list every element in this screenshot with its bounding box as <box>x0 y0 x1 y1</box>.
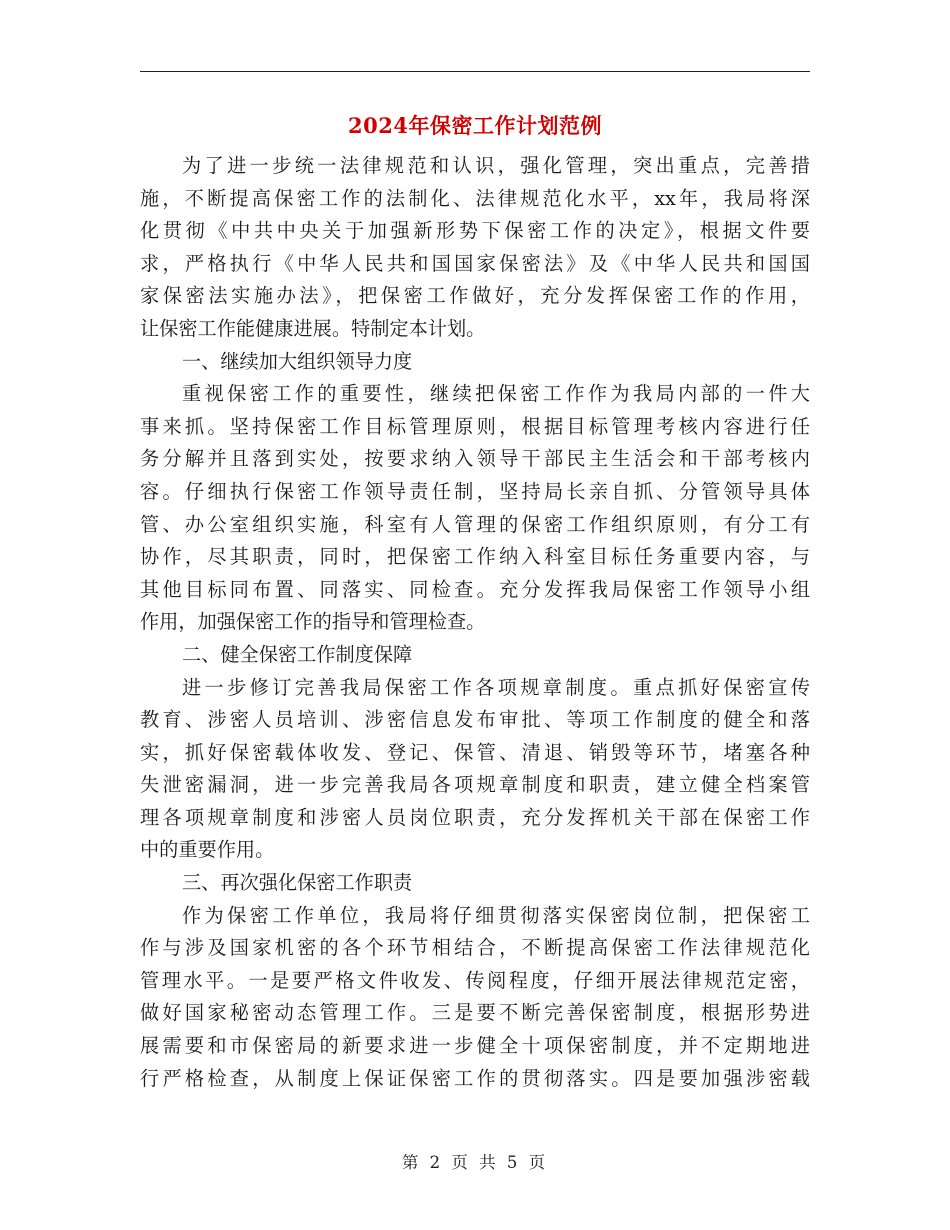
text-line: 中的重要作用。 <box>140 838 275 862</box>
document-title: 2024年保密工作计划范例 <box>348 113 602 138</box>
text-line: 理各项规章制度和涉密人员岗位职责，充分发挥机关干部在保密工作 <box>140 805 810 829</box>
section-heading: 二、健全保密工作制度保障 <box>182 642 413 666</box>
section-heading: 三、再次强化保密工作职责 <box>182 871 413 895</box>
text-line: 教育、涉密人员培训、涉密信息发布审批、等项工作制度的健全和落 <box>140 708 810 732</box>
text-line: 家保密法实施办法》，把保密工作做好，充分发挥保密工作的作用， <box>140 284 810 308</box>
text-line: 事来抓。坚持保密工作目标管理原则，根据目标管理考核内容进行任 <box>140 414 810 438</box>
text-line: 实，抓好保密载体收发、登记、保管、清退、销毁等环节，堵塞各种 <box>140 740 810 764</box>
page-number: 第 2 页 共 5 页 <box>401 1153 549 1172</box>
text-line: 作与涉及国家机密的各个环节相结合，不断提高保密工作法律规范化 <box>140 936 810 960</box>
section-heading: 一、继续加大组织领导力度 <box>182 349 413 373</box>
text-line: 为了进一步统一法律规范和认识，强化管理，突出重点，完善措 <box>182 154 810 177</box>
text-line: 作为保密工作单位，我局将仔细贯彻落实保密岗位制，把保密工 <box>182 903 810 927</box>
text-line: 施，不断提高保密工作的法制化、法律规范化水平，xx年，我局将深 <box>140 186 810 210</box>
text-line: 其他目标同布置、同落实、同检查。充分发挥我局保密工作领导小组 <box>140 577 810 601</box>
text-line: 求，严格执行《中华人民共和国国家保密法》及《中华人民共和国国 <box>140 251 810 275</box>
text-line: 管、办公室组织实施，科室有人管理的保密工作组织原则，有分工有 <box>140 512 810 536</box>
text-line: 展需要和市保密局的新要求进一步健全十项保密制度，并不定期地进 <box>140 1034 810 1058</box>
text-line: 进一步修订完善我局保密工作各项规章制度。重点抓好保密宣传 <box>182 675 810 699</box>
text-line: 让保密工作能健康进展。特制定本计划。 <box>140 316 486 340</box>
header-rule <box>140 71 810 72</box>
document-body <box>140 150 810 1095</box>
text-line: 失泄密漏洞，进一步完善我局各项规章制度和职责，建立健全档案管 <box>140 773 810 797</box>
text-line: 重视保密工作的重要性，继续把保密工作作为我局内部的一件大 <box>182 382 810 406</box>
text-line: 容。仔细执行保密工作领导责任制，坚持局长亲自抓、分管领导具体 <box>140 479 810 503</box>
text-line: 做好国家秘密动态管理工作。三是要不断完善保密制度，根据形势进 <box>140 1001 810 1025</box>
text-line: 作用，加强保密工作的指导和管理检查。 <box>140 610 486 634</box>
text-line: 行严格检查，从制度上保证保密工作的贯彻落实。四是要加强涉密载 <box>140 1066 810 1090</box>
text-line: 化贯彻《中共中央关于加强新形势下保密工作的决定》，根据文件要 <box>140 219 810 243</box>
text-line: 务分解并且落到实处，按要求纳入领导干部民主生活会和干部考核内 <box>140 447 810 471</box>
text-line: 管理水平。一是要严格文件收发、传阅程度，仔细开展法律规范定密， <box>140 968 810 992</box>
text-line: 协作，尽其职责，同时，把保密工作纳入科室目标任务重要内容，与 <box>140 545 810 569</box>
